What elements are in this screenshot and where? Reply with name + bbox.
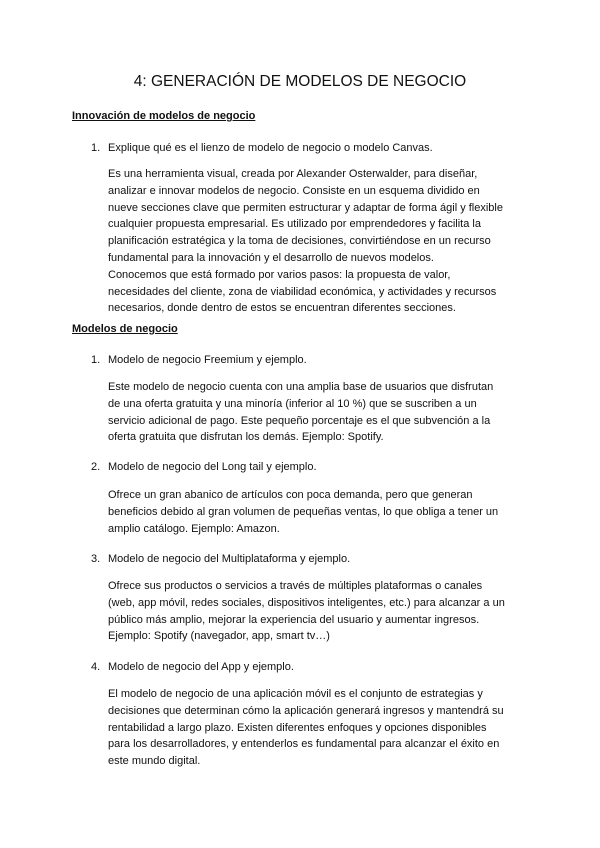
page-title: 4: GENERACIÓN DE MODELOS DE NEGOCIO <box>133 73 467 90</box>
answer-line: para los desarrolladores, y entenderlos es fundamental para alcanzar el éxito en <box>108 738 500 751</box>
answer-line: rentabilidad a largo plazo. Existen diferentes enfoques y opciones disponibles <box>108 721 487 734</box>
answer-line: fundamental para la innovación y el desarrollo de nuevos modelos. <box>108 251 434 264</box>
answer-paragraph <box>108 379 528 446</box>
answer-line: El modelo de negocio de una aplicación móvil es el conjunto de estrategias y <box>108 688 483 700</box>
question-text: Explique qué es el lienzo de modelo de negocio o modelo Canvas. <box>108 142 433 154</box>
answer-line: público más amplio, mejorar la experiencia del usuario y aumentar ingresos. <box>108 613 480 626</box>
item-number: 1. <box>91 354 101 366</box>
section-heading-innovacion: Innovación de modelos de negocio <box>72 110 256 122</box>
answer-paragraph <box>108 686 528 770</box>
answer-line: (web, app móvil, redes sociales, dispositivos inteligentes, etc.) para alcanzar a un <box>108 596 505 609</box>
question-item <box>91 660 294 674</box>
answer-line: amplio catálogo. Ejemplo: Amazon. <box>108 522 280 535</box>
question-item <box>91 141 433 155</box>
answer-line: oferta gratuita que disfrutan los demás. Ejemplo: Spotify. <box>108 431 384 444</box>
answer-paragraph <box>108 166 528 317</box>
answer-line: Es una herramienta visual, creada por Alexander Osterwalder, para diseñar, <box>108 168 478 180</box>
item-number: 2. <box>91 461 101 473</box>
item-number: 4. <box>91 661 101 673</box>
answer-line: de una oferta gratuita y una minoría (inferior al 10 %) que se suscriben a un <box>108 397 477 410</box>
section-heading-modelos: Modelos de negocio <box>72 323 178 335</box>
answer-line: planificación estratégica y la toma de decisiones, convirtiéndose en un recurso <box>108 235 491 248</box>
question-item <box>91 460 317 474</box>
answer-paragraph <box>108 487 528 537</box>
item-number: 3. <box>91 553 101 565</box>
answer-paragraph <box>108 578 528 645</box>
answer-line: necesarios, donde dentro de estos se encuentran diferentes secciones. <box>108 302 456 315</box>
answer-line: este mundo digital. <box>108 755 201 768</box>
question-text: Modelo de negocio del Multiplataforma y ejemplo. <box>108 553 351 565</box>
answer-line: servicio adicional de pago. Este pequeño porcentaje es el que subvención a la <box>108 414 491 427</box>
answer-line: Ofrece un gran abanico de artículos con poca demanda, pero que generan <box>108 489 473 501</box>
item-number: 1. <box>91 142 101 154</box>
answer-line: Ejemplo: Spotify (navegador, app, smart tv…) <box>108 630 330 643</box>
answer-line: analizar e innovar modelos de negocio. Consiste en un esquema dividido en <box>108 184 480 197</box>
question-text: Modelo de negocio del App y ejemplo. <box>108 661 294 673</box>
answer-line: cualquier propuesta empresarial. Es utilizado por emprendedores y facilita la <box>108 218 481 231</box>
answer-line: Ofrece sus productos o servicios a través de múltiples plataformas o canales <box>108 580 483 592</box>
answer-line: Conocemos que está formado por varios pasos: la propuesta de valor, <box>108 268 451 281</box>
question-text: Modelo de negocio Freemium y ejemplo. <box>108 354 307 366</box>
answer-line: decisiones que determinan cómo la aplicación generará ingresos y mantendrá su <box>108 704 504 717</box>
answer-line: Este modelo de negocio cuenta con una amplia base de usuarios que disfrutan <box>108 381 494 393</box>
answer-line: nueve secciones clave que permiten estructurar y adaptar de forma ágil y flexible <box>108 201 503 214</box>
answer-line: necesidades del cliente, zona de viabilidad económica, y actividades y recursos <box>108 285 497 298</box>
question-item <box>91 353 307 367</box>
question-item <box>91 552 350 566</box>
question-text: Modelo de negocio del Long tail y ejemplo. <box>108 461 317 473</box>
answer-line: beneficios debido al gran volumen de pequeñas ventas, lo que obliga a tener un <box>108 505 499 518</box>
